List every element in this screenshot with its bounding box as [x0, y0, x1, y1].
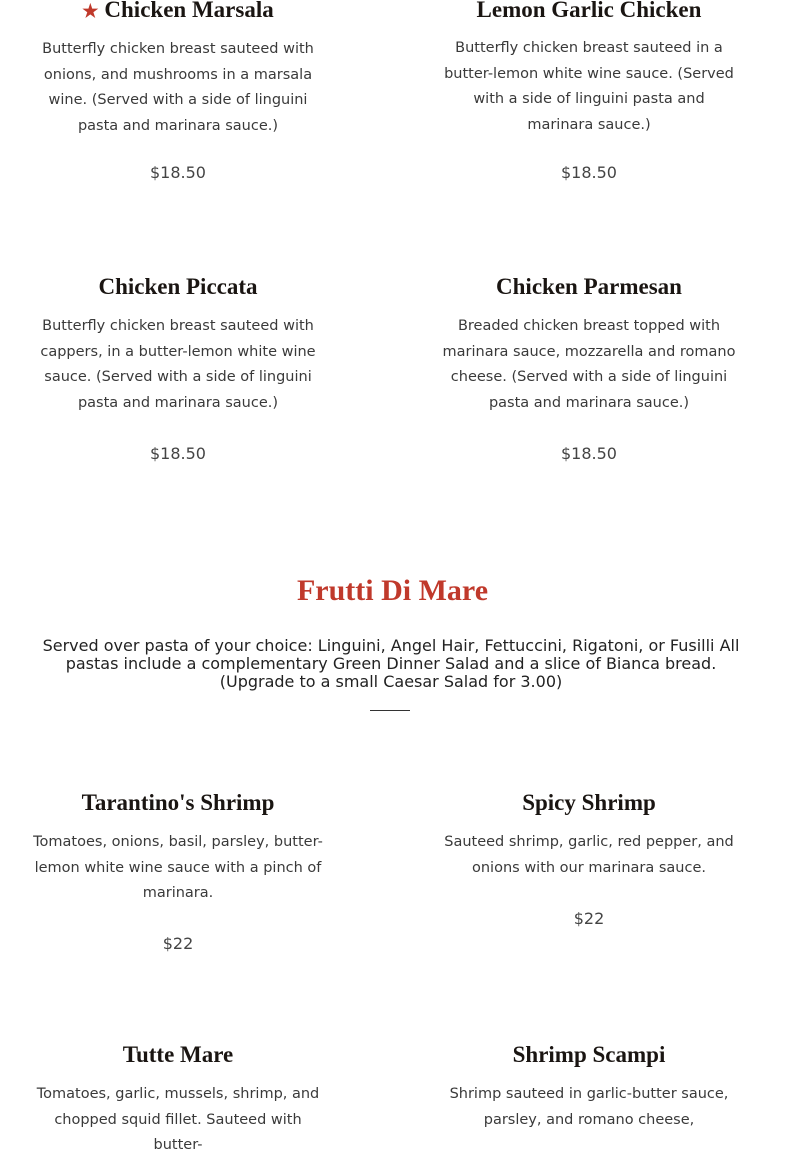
section-note: Served over pasta of your choice: Linguini, Angel Hair, Fettuccini, Rigatoni, or Fusilli All pastas include a complementary Green Dinner Salad and a slice of Bianca bread. (Upgrade to a small Caesar Salad for 3.00) — [42, 636, 740, 691]
item-price: $18.50 — [150, 163, 206, 182]
item-price: $22 — [162, 934, 194, 953]
item-name: Lemon Garlic Chicken — [476, 0, 702, 22]
menu-item-lemon-garlic-chicken — [439, 0, 739, 182]
menu-item-tarantinos-shrimp — [28, 790, 328, 953]
menu-item-chicken-parmesan — [439, 274, 739, 463]
item-price: $18.50 — [150, 444, 206, 463]
menu-item-chicken-marsala — [28, 0, 328, 182]
item-description: Breaded chicken breast topped with marinara sauce, mozzarella and romano cheese. (Served with a side of linguini pasta and marinara sauce.) — [442, 318, 736, 411]
item-name: Shrimp Scampi — [512, 1042, 666, 1067]
item-price: $22 — [573, 909, 605, 928]
item-description: Tomatoes, garlic, mussels, shrimp, and chopped squid fillet. Sauteed with butter- — [36, 1086, 320, 1154]
item-description: Butterfly chicken breast sauteed with onions, and mushrooms in a marsala wine. (Served with a side of linguini pasta and marinara sauce.) — [42, 41, 314, 134]
section-title: Frutti Di Mare — [296, 574, 489, 607]
item-price: $18.50 — [561, 163, 617, 182]
item-name: Spicy Shrimp — [522, 790, 656, 815]
item-description: Tomatoes, onions, basil, parsley, butter-lemon white wine sauce with a pinch of marinara. — [33, 834, 323, 902]
item-description: Butterfly chicken breast sauteed with cappers, in a butter-lemon white wine sauce. (Served with a side of linguini pasta and marinara sauce.) — [40, 318, 316, 411]
menu-item-shrimp-scampi — [439, 1042, 739, 1133]
star-icon: ★ — [82, 1, 99, 21]
item-name: Chicken Piccata — [98, 274, 258, 299]
divider — [370, 710, 410, 711]
item-description: Butterfly chicken breast sauteed in a butter-lemon white wine sauce. (Served with a side of linguini pasta and marinara sauce.) — [444, 40, 734, 133]
item-price: $18.50 — [561, 444, 617, 463]
item-description: Shrimp sauteed in garlic-butter sauce, parsley, and romano cheese, — [449, 1086, 729, 1128]
item-name: Tarantino's Shrimp — [81, 790, 275, 815]
menu-item-chicken-piccata — [28, 274, 328, 463]
menu-item-spicy-shrimp — [439, 790, 739, 928]
item-description: Sauteed shrimp, garlic, red pepper, and onions with our marinara sauce. — [444, 834, 734, 876]
item-name: ★ Chicken Marsala — [82, 0, 274, 22]
item-name: Chicken Parmesan — [496, 274, 682, 299]
item-name: Tutte Mare — [122, 1042, 234, 1067]
menu-item-tutte-mare — [28, 1042, 328, 1159]
